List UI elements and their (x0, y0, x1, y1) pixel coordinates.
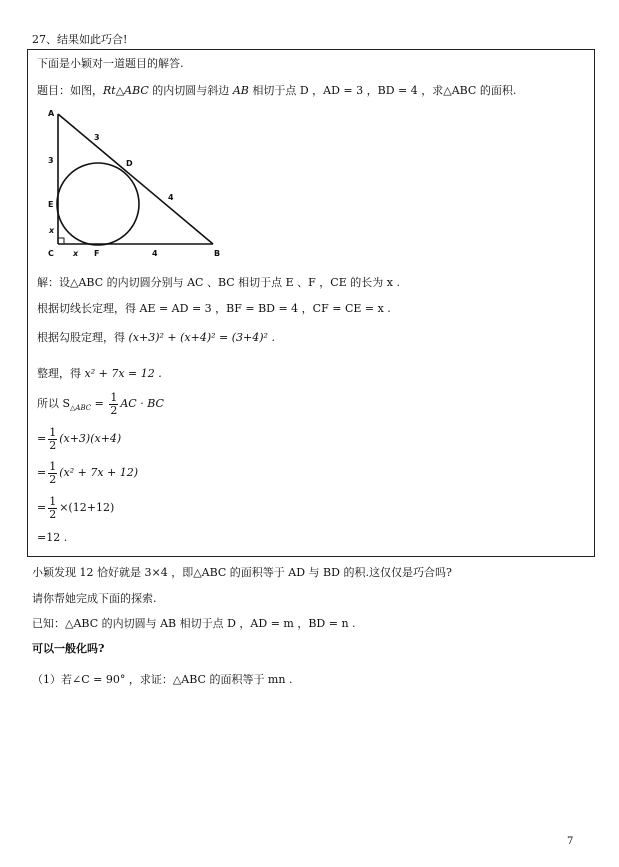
step-1-fraction (48, 427, 57, 451)
side-ab (58, 114, 213, 244)
step-3-fraction (48, 496, 57, 520)
label-e: E (48, 200, 54, 209)
label-d: D (126, 159, 133, 168)
label-ce-length: x (49, 226, 55, 235)
problem-statement (37, 84, 516, 97)
incircle (57, 163, 139, 245)
simplify-prefix: 整理，得 (37, 367, 81, 380)
label-ad-length: 3 (94, 133, 100, 142)
label-a: A (48, 109, 55, 118)
area-prefix: 所以 S (37, 397, 71, 411)
label-fb-length: 4 (152, 249, 158, 258)
step-3-denominator: 2 (49, 507, 57, 521)
part-1-question: （1）若∠C = 90° ，求证：△ABC 的面积等于 mn . (32, 673, 293, 686)
simplify-equation: x² + 7x = 12 . (84, 367, 162, 380)
generalization-question: 可以一般化吗? (32, 642, 105, 655)
solution-line-2: 根据切线长定理，得 AE = AD = 3 ，BF = BD = 4 ，CF = CE = x . (37, 302, 391, 315)
label-db-length: 4 (168, 193, 174, 202)
step-line-2 (37, 461, 138, 485)
step-3-equals: = (37, 501, 47, 515)
solution-line-1: 解：设△ABC 的内切圆分别与 AC 、BC 相切于点 E 、F ，CE 的长为 x . (37, 276, 400, 289)
label-f: F (94, 249, 100, 258)
pythagoras-equation: (x+3)² + (x+4)² = (3+4)² . (128, 331, 275, 344)
step-2-numerator: 1 (49, 460, 57, 473)
step-3-expression: ×(12+12) (59, 501, 115, 515)
step-line-4: =12 . (37, 531, 68, 544)
area-subscript: △ABC (70, 404, 92, 413)
step-2-equals: = (37, 466, 47, 480)
step-1-expression: (x+3)(x+4) (59, 432, 122, 446)
step-1-equals: = (37, 432, 47, 446)
problem-prefix: 题目：如图， (37, 84, 103, 97)
step-line-1 (37, 427, 121, 451)
label-ae-length: 3 (48, 156, 54, 165)
step-3-numerator: 1 (49, 495, 57, 508)
area-equals: = (91, 397, 108, 411)
problem-hypotenuse: AB (232, 84, 249, 97)
label-cf-length: x (73, 249, 79, 258)
question-heading: 27、结果如此巧合! (32, 33, 128, 46)
area-formula-line (37, 392, 164, 416)
pythagoras-prefix: 根据勾股定理，得 (37, 331, 125, 344)
triangle-figure (40, 106, 230, 266)
step-1-denominator: 2 (49, 438, 57, 452)
step-1-numerator: 1 (49, 426, 57, 439)
problem-mid: 的内切圆与斜边 (148, 84, 233, 97)
page-number: 7 (567, 836, 574, 847)
fraction-numerator: 1 (110, 391, 118, 404)
solution-line-3 (37, 331, 275, 344)
step-2-denominator: 2 (49, 472, 57, 486)
half-fraction (109, 392, 118, 416)
label-b: B (214, 249, 221, 258)
step-line-3 (37, 496, 114, 520)
step-2-expression: (x² + 7x + 12) (59, 466, 139, 480)
problem-tail: 相切于点 D ，AD = 3 ，BD = 4 ，求△ABC 的面积. (248, 84, 517, 97)
area-product: AC · BC (120, 397, 164, 411)
right-angle-mark (58, 238, 64, 244)
fraction-denominator: 2 (110, 403, 118, 417)
exploration-prompt: 请你帮她完成下面的探索. (32, 592, 157, 605)
label-c: C (48, 249, 54, 258)
given-statement: 已知：△ABC 的内切圆与 AB 相切于点 D ，AD = m ，BD = n . (32, 617, 356, 630)
intro-text: 下面是小颖对一道题目的解答. (37, 57, 184, 70)
solution-line-4 (37, 367, 162, 380)
problem-triangle: Rt△ABC (103, 84, 149, 97)
observation-text: 小颖发现 12 恰好就是 3×4 ，即△ABC 的面积等于 AD 与 BD 的积.这仅仅是巧合吗? (32, 566, 452, 579)
step-2-fraction (48, 461, 57, 485)
